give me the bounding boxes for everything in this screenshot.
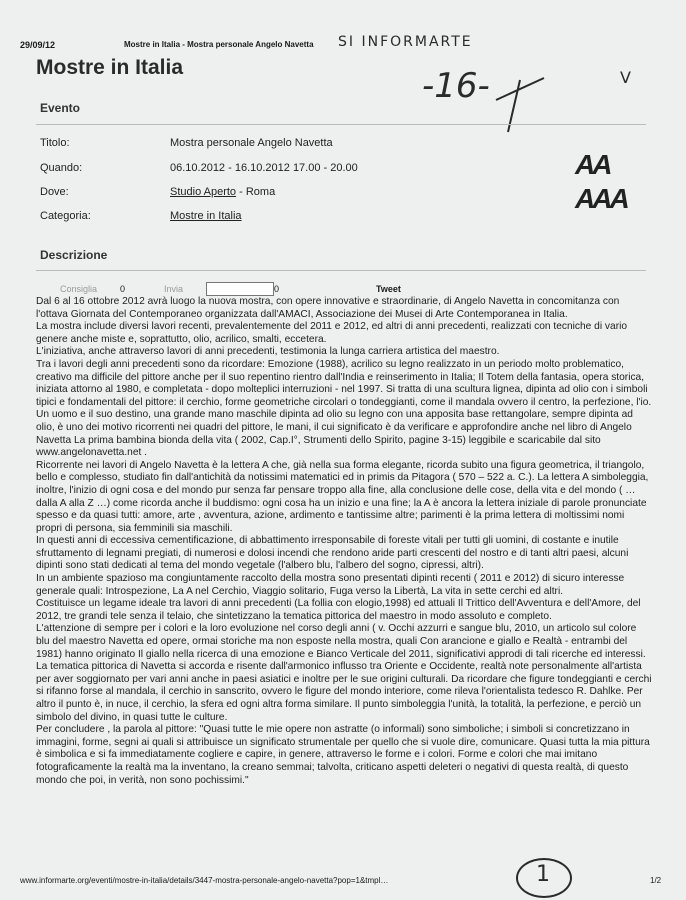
social-bar — [36, 282, 636, 296]
send-count: 0 — [274, 284, 280, 294]
print-page-title: Mostre in Italia - Mostra personale Angelo Navetta — [124, 40, 314, 49]
handwritten-note: SI INFORMARTE — [338, 34, 473, 50]
paragraph: Ricorrente nei lavori di Angelo Navetta è la lettera A che, già nella sua forma elegante, ricorda subito una figura geometrica, il triangolo, bello e complesso, studiato fin dall'antichità da notissimi matematici ed in primis da Pitagora ( 570 – 522 a. C.). La lettera A simboleggia, inoltre, l'inizio di ogni cosa e del mondo pur senza far pensare troppo alla fine, alla conclusione delle cose, della vita e del mondo ( …dalla A alla Z …) come ricorda anche il buddismo: ogni cosa ha un inizio e una fine; la A è ancora la lettera iniziale di parole pronunciate spesso e da quasi tutti: amore, arte , avventura, azione, ardimento e tantissime altre; parimenti è la prima lettera di moltissimi nomi propri di persona, sia femminili sia maschili. — [36, 459, 649, 534]
print-date: 29/09/12 — [20, 40, 56, 50]
field-value-category — [170, 210, 242, 222]
print-footer-url: www.informarte.org/eventi/mostre-in-italia/details/3447-mostra-personale-angelo-navetta?pop=1&tmpl… — [20, 876, 389, 885]
paragraph: Costituisce un legame ideale tra lavori di anni precedenti (La follia con elogio,1998) ed attuali Il Trittico dell'Avventura e dell'Amore, del 2012, tre grandi tele senza il telaio, che sintetizzano la tematica pittorica del maestro in modo assoluto e completo. — [36, 598, 641, 622]
send-button[interactable]: Invia — [164, 284, 184, 294]
paragraph: Dal 6 al 16 ottobre 2012 avrà luogo la nuova mostra, con opere innovative e straordinarie, di Angelo Navetta in concomitanza con l'ottava Giornata del Contemporaneo organizzata dall'AMACI, Associazione dei Musei di Arte Contemporanea in Italia. — [36, 296, 620, 320]
handwritten-circled-number: 1 — [536, 862, 550, 887]
like-button[interactable]: Consiglia — [60, 284, 98, 294]
paragraph: La tematica pittorica di Navetta si accorda e risente dall'armonico influsso tra Oriente e Occidente, realtà note personalmente all'artista per aver soggiornato per vari anni anche in paesi asiatici e inoltre per le sue origini culturali. Da ricordare che figure tondeggianti e cerchi si rifanno forse al mandala, il cerchio in sanscrito, ovvero le figure del mondo interiore, come rileva l'orientalista tedesco R. Dahlke. Per altro il punto è, in nuce, il cerchio, la sfera ed ogni altra forma similare. Il punto simboleggia l'unità, la totalità, la perfezione, e perciò un simbolo del divino, in quasi tutte le culture. — [36, 661, 652, 723]
paragraph: Tra i lavori degli anni precedenti sono da ricordare: Emozione (1988), acrilico su legno realizzato in un periodo molto problematico, creativo ma difficile del pittore anche per il suo repentino rientro dall'India e reinserimento in Italia; Il Totem della fantasia, opera storica, iniziata attorno al 1980, e completata - dopo molteplici interruzioni - nel 1997. Si tratta di una scultura lignea, dipinta ad olio con i simboli tipici e fondamentali del pittore: il cerchio, forme geometriche circolari o tondeggianti, come il mandala ovvero il centro, la perfezione, l'io. Un uomo e il suo destino, una grande mano maschile dipinta ad olio su legno con una apposita base rettangolare, sempre dipinta ad olio, è uno dei motivo ricorrenti nei quadri del pittore, le mani, il cui significato è da verificare e approfondire anche nel libro di Angelo Navetta La prima bambina bionda della vita ( 2002, Cap.I°, Strumenti dello Spirito, pagine 3-15) leggibile e scaricabile dal sito www.angelonavetta.net . — [36, 358, 652, 459]
tweet-button[interactable]: Tweet — [376, 284, 401, 294]
paragraph: In questi anni di eccessiva cementificazione, di abbattimento irresponsabile di foreste vitali per tutti gli uomini, di costante e inutile sfruttamento di legnami pregiati, di numerosi e dolosi incendi che rendono aride parti crescenti del nostro e di tanti altri paesi, alcuni dipinti sono stati dedicati al tema del mondo vegetale (l'albero blu, l'albero del sogno, cipressi, altri). — [36, 535, 629, 572]
venue-city: - Roma — [236, 186, 276, 198]
field-value-when: 06.10.2012 - 16.10.2012 17.00 - 20.00 — [170, 162, 358, 174]
description-text — [36, 296, 652, 787]
field-label-when: Quando: — [40, 162, 83, 174]
handwritten-number: -16- — [422, 66, 490, 106]
handwritten-check: V — [620, 68, 631, 87]
paragraph: L'attenzione di sempre per i colori e la loro evoluzione nel corso degli anni ( v. Occhi azzurri e sangue blu, 2010, un articolo sul colore blu del maestro Navetta ed opere, ormai storiche ma non esposte nella mostra, quali Con arancione e giallo e Realtà - entrambi del 1981) hanno originato Il giallo nella ricerca di una emozione e Bianco Verticale del 2011, significativi approdi di tali ricerche ed interessi. — [36, 623, 646, 660]
venue-link[interactable]: Studio Aperto — [170, 186, 237, 198]
divider — [36, 124, 646, 125]
like-count: 0 — [120, 284, 126, 294]
event-heading: Evento — [40, 101, 81, 115]
paragraph: In un ambiente spazioso ma congiuntamente raccolto della mostra sono presentati dipinti recenti ( 2011 e 2012) di sicuro interesse generale quali: Introspezione, La A nel Cerchio, Viaggio solitario, Fuga verso la Libertà, La vita in sette cerchi ed altri. — [36, 573, 625, 597]
field-label-where: Dove: — [40, 186, 69, 198]
field-label-title: Titolo: — [40, 137, 70, 149]
description-heading: Descrizione — [40, 248, 108, 262]
print-page-number: 1/2 — [650, 876, 662, 885]
paragraph: L'iniziativa, anche attraverso lavori di anni precedenti, testimonia la lunga carriera artistica del maestro. — [36, 346, 500, 358]
paragraph: Per concludere , la parola al pittore: "Quasi tutte le mie opere non astratte (o informali) sono simboliche; i simboli si concretizzano in immagini, forme, segni ai quali si attribuisce un significato strumentale per quello che si vuole dire, comunicare. Quasi tutta la mia pittura è simbolica e si fa immediatamente cogliere e capire, in genere, attraverso le forme e i colori. Forme e colori che mai imitano fotograficamente la realtà ma la inventano, la creano semmai; talvolta, criticano aspetti deleteri o negativi di questa realtà, di questo mondo che poi, in verità, non sono pochissimi." — [36, 724, 650, 786]
field-value-title: Mostra personale Angelo Navetta — [170, 137, 333, 149]
divider — [36, 270, 646, 271]
field-label-category: Categoria: — [40, 210, 91, 222]
send-count-box — [206, 282, 274, 296]
site-title: Mostre in Italia — [36, 56, 184, 79]
aaa-logo: AA AAA — [575, 149, 627, 214]
field-value-where — [170, 186, 275, 198]
paragraph: La mostra include diversi lavori recenti, prevalentemente del 2011 e 2012, ed altri di anni precedenti, realizzati con tecniche di vario genere anche miste e, soprattutto, olio, acrilico, smalti, eccetera. — [36, 321, 628, 345]
category-link[interactable]: Mostre in Italia — [170, 210, 242, 222]
